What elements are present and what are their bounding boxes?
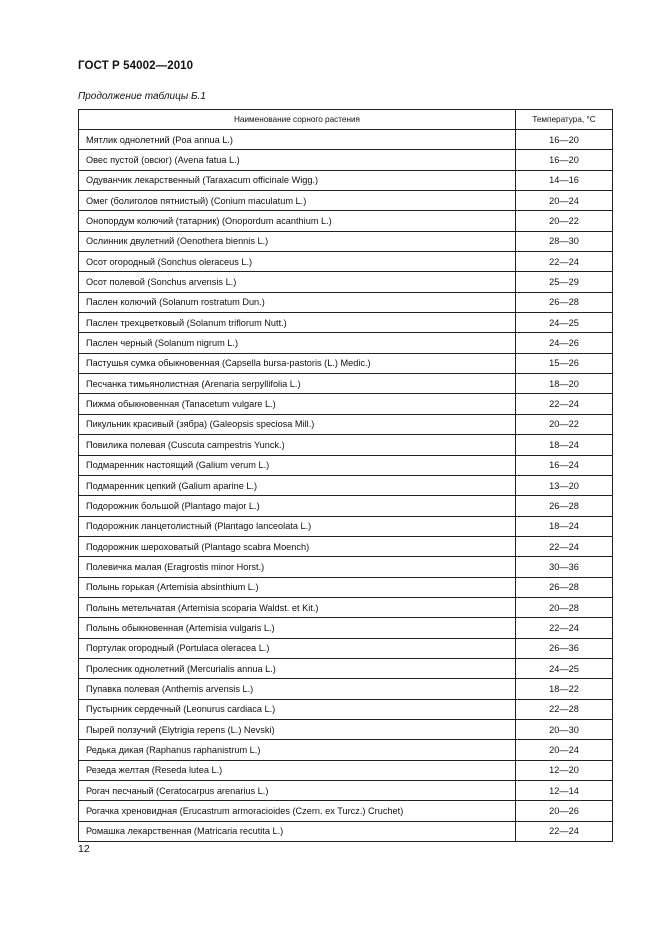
- table-row: [79, 516, 613, 536]
- table-row: [79, 679, 613, 699]
- plant-name-cell: Пырей ползучий (Elytrigia repens (L.) Nevski): [79, 719, 516, 739]
- temperature-cell: 18—24: [516, 435, 613, 455]
- plant-name-cell: Полевичка малая (Eragrostis minor Horst.): [79, 557, 516, 577]
- table-row: [79, 435, 613, 455]
- temperature-cell: 20—22: [516, 211, 613, 231]
- table-row: [79, 252, 613, 272]
- plant-name-cell: Паслен черный (Solanum nigrum L.): [79, 333, 516, 353]
- temperature-cell: 24—25: [516, 313, 613, 333]
- temperature-cell: 12—20: [516, 760, 613, 780]
- plant-name-cell: Паслен колючий (Solanum rostratum Dun.): [79, 292, 516, 312]
- table-row: [79, 475, 613, 495]
- temperature-cell: 24—26: [516, 333, 613, 353]
- plant-name-cell: Ослинник двулетний (Oenothera biennis L.): [79, 231, 516, 251]
- temperature-cell: 20—24: [516, 740, 613, 760]
- temperature-cell: 13—20: [516, 475, 613, 495]
- temperature-cell: 22—24: [516, 618, 613, 638]
- temperature-cell: 26—28: [516, 496, 613, 516]
- temperature-cell: 20—30: [516, 719, 613, 739]
- table-row: [79, 191, 613, 211]
- table-row: [79, 597, 613, 617]
- temperature-cell: 22—24: [516, 394, 613, 414]
- temperature-cell: 22—24: [516, 252, 613, 272]
- plant-name-cell: Полынь обыкновенная (Artemisia vulgaris L.): [79, 618, 516, 638]
- plant-name-cell: Пикульник красивый (зябра) (Galeopsis speciosa Mill.): [79, 414, 516, 434]
- table-row: [79, 638, 613, 658]
- plant-name-cell: Подорожник ланцетолистный (Plantago lanceolata L.): [79, 516, 516, 536]
- temperature-cell: 20—26: [516, 801, 613, 821]
- temperature-cell: 15—26: [516, 353, 613, 373]
- table-row: [79, 618, 613, 638]
- plant-name-cell: Полынь метельчатая (Artemisia scoparia Waldst. et Kit.): [79, 597, 516, 617]
- table-row: [79, 414, 613, 434]
- table-body: [79, 130, 613, 842]
- table-row: [79, 150, 613, 170]
- plant-name-cell: Пастушья сумка обыкновенная (Capsella bursa-pastoris (L.) Medic.): [79, 353, 516, 373]
- plant-name-cell: Полынь горькая (Artemisia absinthium L.): [79, 577, 516, 597]
- table-row: [79, 374, 613, 394]
- temperature-cell: 20—28: [516, 597, 613, 617]
- table-row: [79, 455, 613, 475]
- table-row: [79, 496, 613, 516]
- table-row: [79, 130, 613, 150]
- column-header-plant-name: Наименование сорного растения: [79, 110, 516, 130]
- plant-name-cell: Повилика полевая (Cuscuta campestris Yunck.): [79, 435, 516, 455]
- plant-name-cell: Подмаренник настоящий (Galium verum L.): [79, 455, 516, 475]
- temperature-cell: 22—24: [516, 536, 613, 556]
- temperature-cell: 26—28: [516, 292, 613, 312]
- plant-name-cell: Овес пустой (овсюг) (Avena fatua L.): [79, 150, 516, 170]
- plant-name-cell: Пролесник однолетний (Mercurialis annua L.): [79, 658, 516, 678]
- table-row: [79, 740, 613, 760]
- document-code: ГОСТ Р 54002—2010: [78, 60, 194, 72]
- table-row: [79, 658, 613, 678]
- page-number: 12: [78, 843, 90, 855]
- temperature-cell: 22—28: [516, 699, 613, 719]
- table-row: [79, 577, 613, 597]
- table-row: [79, 536, 613, 556]
- table-caption: Продолжение таблицы Б.1: [78, 91, 206, 102]
- temperature-cell: 30—36: [516, 557, 613, 577]
- table-row: [79, 333, 613, 353]
- temperature-cell: 16—20: [516, 130, 613, 150]
- plant-name-cell: Пижма обыкновенная (Tanacetum vulgare L.): [79, 394, 516, 414]
- table-row: [79, 821, 613, 841]
- temperature-cell: 12—14: [516, 781, 613, 801]
- temperature-cell: 18—22: [516, 679, 613, 699]
- temperature-cell: 16—20: [516, 150, 613, 170]
- plant-name-cell: Портулак огородный (Portulaca oleracea L.): [79, 638, 516, 658]
- table-header-row: [79, 110, 613, 130]
- temperature-cell: 26—36: [516, 638, 613, 658]
- temperature-cell: 16—24: [516, 455, 613, 475]
- temperature-cell: 26—28: [516, 577, 613, 597]
- plant-name-cell: Пустырник сердечный (Leonurus cardiaca L.): [79, 699, 516, 719]
- plant-name-cell: Одуванчик лекарственный (Taraxacum officinale Wigg.): [79, 170, 516, 190]
- table-row: [79, 719, 613, 739]
- table-row: [79, 272, 613, 292]
- table-row: [79, 557, 613, 577]
- temperature-cell: 14—16: [516, 170, 613, 190]
- temperature-cell: 22—24: [516, 821, 613, 841]
- plant-name-cell: Осот полевой (Sonchus arvensis L.): [79, 272, 516, 292]
- temperature-cell: 28—30: [516, 231, 613, 251]
- table-row: [79, 211, 613, 231]
- table-row: [79, 760, 613, 780]
- plant-name-cell: Песчанка тимьянолистная (Arenaria serpyllifolia L.): [79, 374, 516, 394]
- plant-name-cell: Редька дикая (Raphanus raphanistrum L.): [79, 740, 516, 760]
- table-row: [79, 313, 613, 333]
- plant-name-cell: Рогачка хреновидная (Erucastrum armoracioides (Czern. ex Turcz.) Cruchet): [79, 801, 516, 821]
- table-row: [79, 353, 613, 373]
- plant-name-cell: Пупавка полевая (Anthemis arvensis L.): [79, 679, 516, 699]
- temperature-cell: 18—20: [516, 374, 613, 394]
- plant-name-cell: Рогач песчаный (Ceratocarpus arenarius L.): [79, 781, 516, 801]
- table-row: [79, 292, 613, 312]
- column-header-temperature: Температура, °С: [516, 110, 613, 130]
- plant-name-cell: Подорожник большой (Plantago major L.): [79, 496, 516, 516]
- plant-name-cell: Осот огородный (Sonchus oleraceus L.): [79, 252, 516, 272]
- plant-name-cell: Подмаренник цепкий (Galium aparine L.): [79, 475, 516, 495]
- plant-name-cell: Подорожник шероховатый (Plantago scabra Moench): [79, 536, 516, 556]
- table-row: [79, 170, 613, 190]
- plant-name-cell: Ромашка лекарственная (Matricaria recutita L.): [79, 821, 516, 841]
- plant-name-cell: Паслен трехцветковый (Solanum triflorum Nutt.): [79, 313, 516, 333]
- temperature-cell: 20—22: [516, 414, 613, 434]
- plant-name-cell: Омег (болиголов пятнистый) (Conium maculatum L.): [79, 191, 516, 211]
- temperature-cell: 18—24: [516, 516, 613, 536]
- table-row: [79, 781, 613, 801]
- temperature-cell: 20—24: [516, 191, 613, 211]
- table-row: [79, 699, 613, 719]
- plant-name-cell: Мятлик однолетний (Poa annua L.): [79, 130, 516, 150]
- temperature-cell: 24—25: [516, 658, 613, 678]
- table-row: [79, 801, 613, 821]
- plant-name-cell: Онопордум колючий (татарник) (Onopordum acanthium L.): [79, 211, 516, 231]
- temperature-cell: 25—29: [516, 272, 613, 292]
- plant-name-cell: Резеда желтая (Reseda lutea L.): [79, 760, 516, 780]
- table-row: [79, 394, 613, 414]
- weeds-temperature-table: [78, 109, 613, 842]
- table-row: [79, 231, 613, 251]
